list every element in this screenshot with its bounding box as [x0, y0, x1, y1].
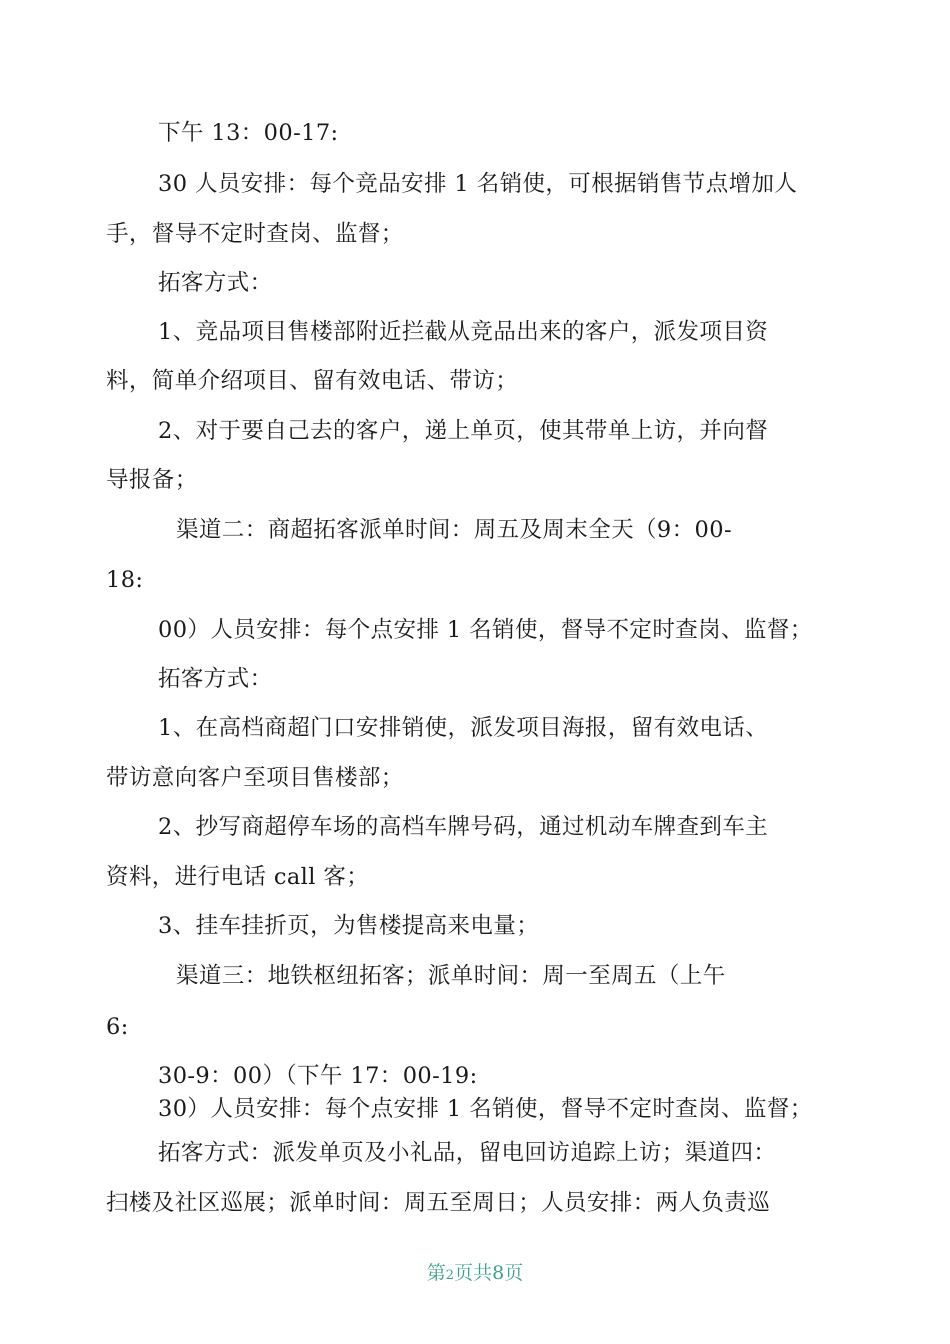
text-line-19: 6: [106, 1014, 129, 1040]
text-line-4: 拓客方式： [158, 270, 273, 296]
text-line-1: 下午 13：00-17: [158, 120, 339, 146]
footer-middle: 页共 [454, 1262, 493, 1284]
text-line-7: 2、对于要自己去的客户，递上单页，使其带单上访，并向督 [158, 418, 769, 444]
text-line-21: 30）人员安排：每个点安排 1 名销使，督导不定时查岗、监督； [158, 1096, 813, 1122]
text-line-15: 2、抄写商超停车场的高档车牌号码，通过机动车牌查到车主 [158, 814, 769, 840]
text-line-13: 1、在高档商超门口安排销使，派发项目海报，留有效电话、 [158, 715, 769, 741]
text-line-5: 1、竞品项目售楼部附近拦截从竞品出来的客户，派发项目资 [158, 319, 769, 345]
text-line-12: 拓客方式： [158, 666, 273, 692]
page-footer [0, 1261, 950, 1288]
text-line-17: 3、挂车挂折页，为售楼提高来电量； [158, 913, 540, 939]
footer-prefix: 第 [426, 1262, 446, 1284]
text-line-18: 渠道三：地铁枢纽拓客；派单时间：周一至周五（上午 [176, 963, 726, 989]
text-line-8: 导报备； [106, 467, 198, 493]
text-line-23: 扫楼及社区巡展；派单时间：周五至周日；人员安排：两人负责巡 [106, 1190, 771, 1216]
footer-total-pages: 8 [492, 1262, 505, 1284]
text-line-22: 拓客方式：派发单页及小礼品，留电回访追踪上访；渠道四： [158, 1140, 777, 1166]
text-line-2: 30 人员安排：每个竞品安排 1 名销使，可根据销售节点增加人 [158, 171, 798, 197]
text-line-6: 料，简单介绍项目、留有效电话、带访； [106, 368, 519, 394]
text-line-3: 手，督导不定时查岗、监督； [106, 221, 404, 247]
text-line-10: 18: [106, 567, 144, 593]
text-line-11: 00）人员安排：每个点安排 1 名销使，督导不定时查岗、监督； [158, 617, 813, 643]
footer-suffix: 页 [504, 1262, 524, 1284]
text-line-20: 30-9：00）（下午 17：00-19: [158, 1063, 478, 1089]
text-line-14: 带访意向客户至项目售楼部； [106, 765, 404, 791]
text-line-9: 渠道二：商超拓客派单时间：周五及周末全天（9：00- [176, 517, 732, 543]
footer-page-number: 2 [445, 1268, 455, 1283]
text-line-16: 资料，进行电话 call 客； [106, 864, 370, 890]
